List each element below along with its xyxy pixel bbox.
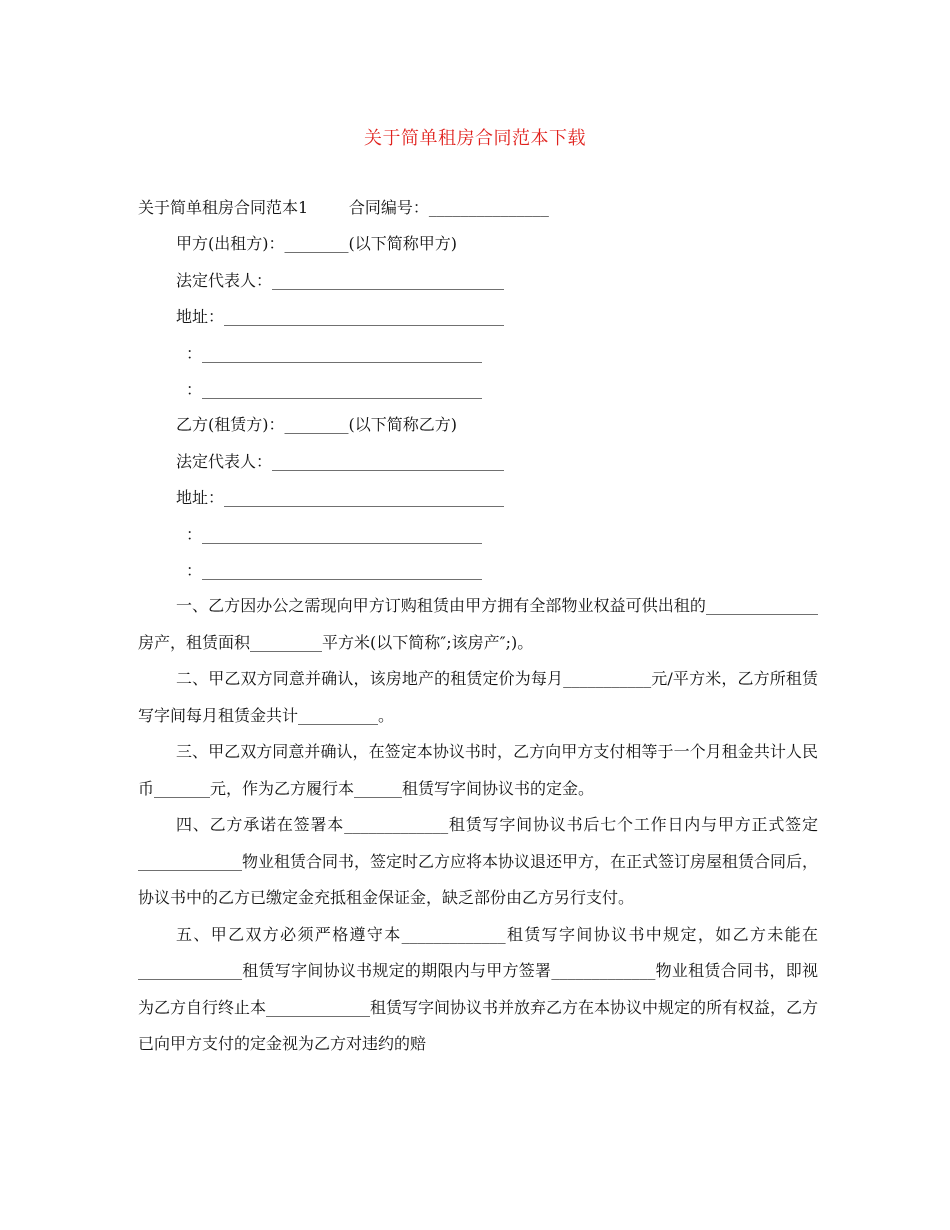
clause-4: 四、乙方承诺在签署本_____________租赁写字间协议书后七个工作日内与甲方正式签定_____________物业租赁合同书，签定时乙方应将本协议退还甲方，在正式签订房屋租赁合同后，协议书中的乙方已缴定金充抵租金保证金，缺乏部份由乙方另行支付。 xyxy=(138,815,819,907)
party-a-field-2: ：___________________________________ xyxy=(186,380,483,399)
party-b-address: 地址：___________________________________ xyxy=(176,488,505,507)
party-a-representative: 法定代表人：_____________________________ xyxy=(176,271,505,290)
party-a-field-1: ：___________________________________ xyxy=(186,344,483,363)
party-a-address: 地址：___________________________________ xyxy=(176,307,505,326)
clause-1: 一、乙方因办公之需现向甲方订购租赁由甲方拥有全部物业权益可供出租的______________房产，租赁面积_________平方米(以下简称″;该房产″;)。 xyxy=(138,596,818,652)
clause-3: 三、甲乙双方同意并确认，在签定本协议书时，乙方向甲方支付相等于一个月租金共计人民币_______元，作为乙方履行本______租赁写字间协议书的定金。 xyxy=(138,742,818,798)
clause-2: 二、甲乙双方同意并确认，该房地产的租赁定价为每月___________元/平方米，乙方所租赁写字间每月租赁金共计__________。 xyxy=(138,669,818,725)
party-b-line: 乙方(租赁方)：________(以下简称乙方) xyxy=(176,415,457,434)
clauses-body xyxy=(138,588,818,1063)
party-a-line: 甲方(出租方)：________(以下简称甲方) xyxy=(176,234,457,253)
party-b-field-2: ：___________________________________ xyxy=(186,561,483,580)
party-b-representative: 法定代表人：_____________________________ xyxy=(176,452,505,471)
clause-5: 五、甲乙双方必须严格遵守本_____________租赁写字间协议书中规定，如乙方未能在_____________租赁写字间协议书规定的期限内与甲方签署_____________物业租赁合同书，即视为乙方自行终止本_____________租赁写字间协议书并放弃乙方在本协议中规定的所有权益，乙方已向甲方支付的定金视为乙方对违约的赔 xyxy=(138,924,819,1053)
contract-header-line: 关于简单租房合同范本1 合同编号：_______________ xyxy=(138,198,549,217)
document-title: 关于简单租房合同范本下载 xyxy=(364,128,586,149)
party-b-field-1: ：___________________________________ xyxy=(186,525,483,544)
